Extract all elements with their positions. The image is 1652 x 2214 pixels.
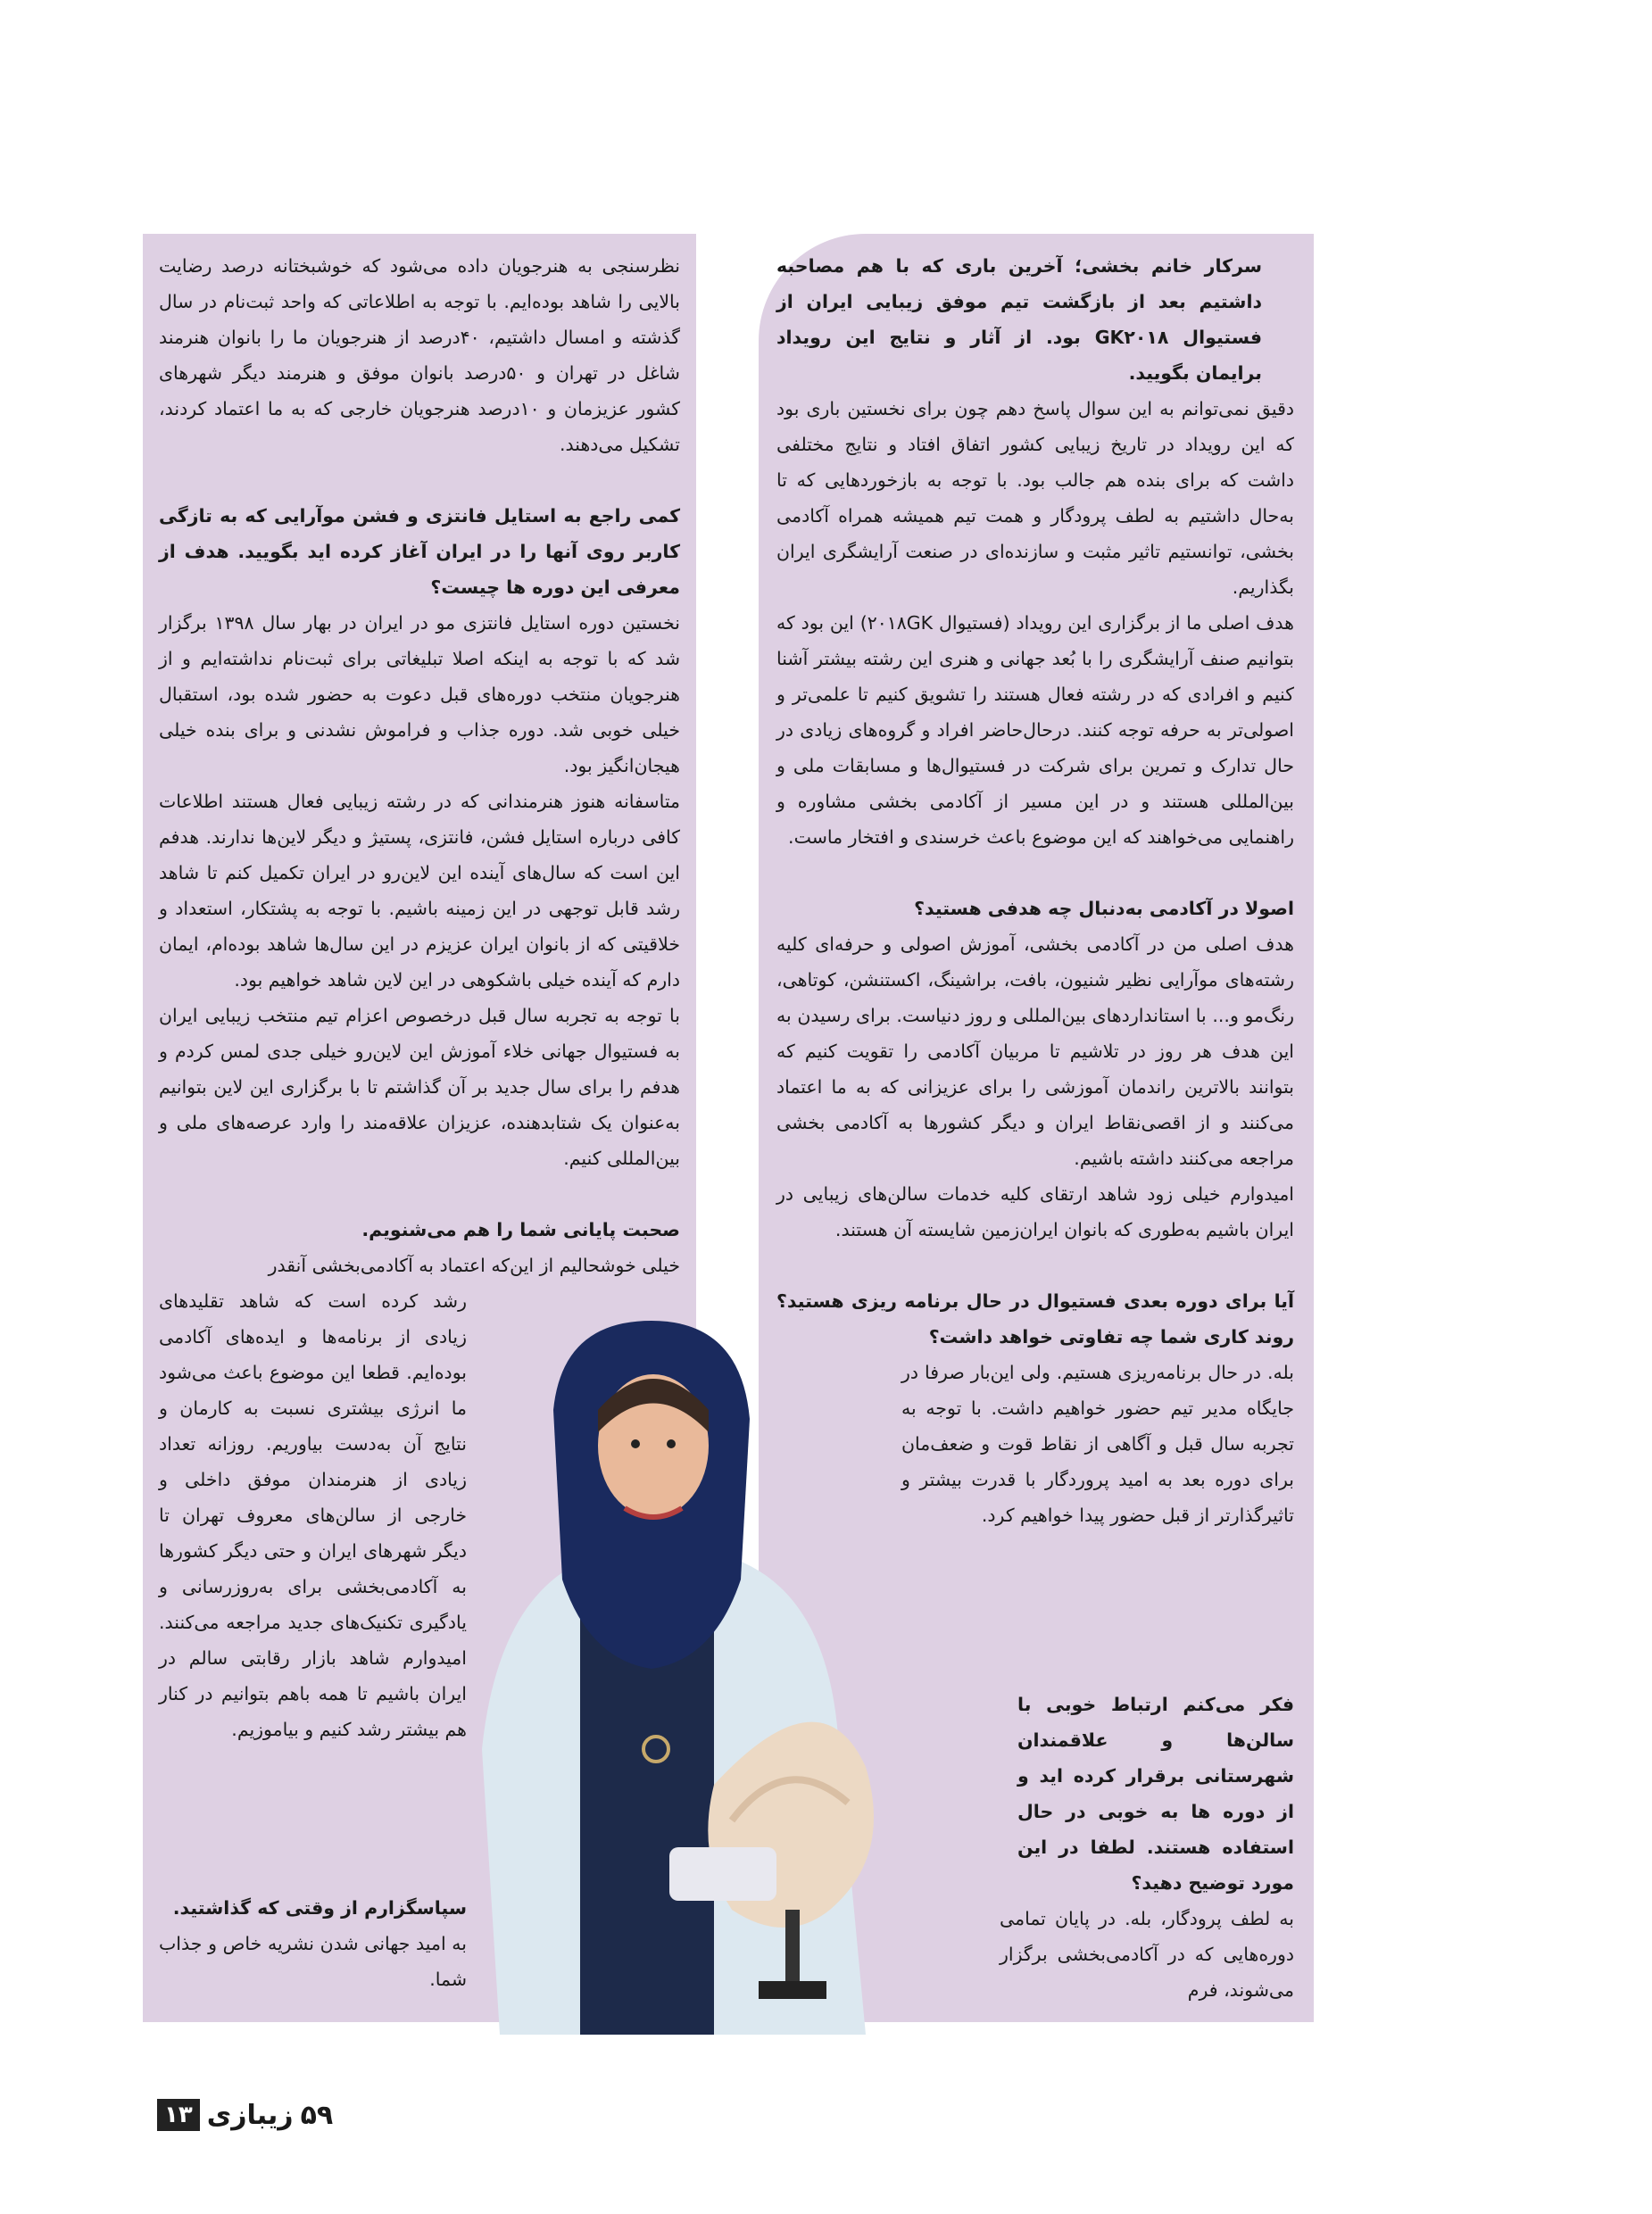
magazine-name: زیبازی: [206, 2099, 294, 2131]
answer-fantasy-2: متاسفانه هنوز هنرمندانی که در رشته زیبایی فعال هستند اطلاعات کافی درباره استایل فشن، فانتزی، پستیژ و دیگر لاین‌ها ندارند. هدفم این است که سال‌های آینده این لاین‌رو در ایران تکمیل کنم تا شاهد رشد قابل توجهی در این زمینه باشیم. با توجه به پشتکار، استعداد و خلاقیتی که از بانوان ایران عزیزم در این سال‌ها شاهد بوده‌ام، ایمان دارم که آینده خیلی باشکوهی در این لاین شاهد خواهیم بود.: [159, 791, 680, 991]
portrait-photo: [446, 1285, 892, 2035]
page-number: ۵۹: [300, 2099, 334, 2131]
left-column: [159, 248, 680, 1283]
answer-1-paragraph-1: دقیق نمی‌توانم به این سوال پاسخ دهم چون برای نخستین باری بود که این رویداد در تاریخ زیبایی کشور اتفاق افتاد و نتایج مختلفی داشت که برای بنده هم جالب بود. با توجه به بازخوردهایی که تا به‌حال داشتیم به لطف پرودگار و همت تیم همیشه همراه آکادمی بخشی، توانستیم تاثیر مثبت و سازنده‌ای در صنعت آرایشگری ایران بگذاریم.: [776, 398, 1294, 598]
question-1: سرکار خانم بخشی؛ آخرین باری که با هم مصاحبه داشتیم بعد از بازگشت تیم موفق زیبایی ایران از فستیوال GK۲۰۱۸ بود. از آثار و نتایج این رویداد برایمان بگویید.: [776, 255, 1262, 384]
question-2: اصولا در آکادمی به‌دنبال چه هدفی هستید؟: [914, 898, 1294, 919]
answer-2-paragraph-2: امیدوارم خیلی زود شاهد ارتقای کلیه خدمات سالن‌های زیبایی در ایران باشیم به‌طوری که بانوان ایران‌زمین شایسته آن هستند.: [776, 1183, 1294, 1240]
answer-2-paragraph-1: هدف اصلی من در آکادمی بخشی، آموزش اصولی و حرفه‌ای کلیه رشته‌های موآرایی نظیر شنیون، بافت، براشینگ، اکستنشن، کوتاهی، رنگ‌مو و... با استانداردهای بین‌المللی و روز دنیاست. برای رسیدن به این هدف هر روز در تلاشیم تا مربیان آکادمی را تقویت کنیم که بتوانند بالاترین راندمان آموزشی را برای عزیزانی که به ما اعتماد می‌کنند و از اقصی‌نقاط ایران و دیگر کشورها به آکادمی بخشی مراجعه می‌کنند داشته باشیم.: [776, 933, 1294, 1169]
question-4: فکر می‌کنم ارتباط خوبی با سالن‌ها و علاقمندان شهرستانی برقرار کرده اید و از دوره ها به خوبی در حال استفاده هستند. لطفا در این مورد توضیح دهید؟: [1017, 1694, 1294, 1894]
answer-fantasy-3: با توجه به تجربه سال قبل درخصوص اعزام تیم منتخب زیبایی ایران به فستیوال جهانی خلاء آموزش این لاین‌رو خیلی جدی لمس کردم و هدفم را برای سال جدید بر آن گذاشتم تا با برگزاری این لاین بتوانیم به‌عنوان یک شتابدهنده، عزیزان علاقه‌مند را وارد عرصه‌های ملی و بین‌المللی کنیم.: [159, 1005, 680, 1169]
question-fantasy: کمی راجع به استایل فانتزی و فشن موآرایی که به تازگی کاربر روی آنها را در ایران آغاز کرده اید بگویید. هدف از معرفی این دوره ها چیست؟: [159, 505, 680, 598]
question-3: آیا برای دوره بعدی فستیوال در حال برنامه ریزی هستید؟روند کاری شما چه تفاوتی خواهد داشت؟: [776, 1290, 1294, 1347]
thanks-question: سپاسگزارم از وقتی که گذاشتید.: [172, 1897, 467, 1919]
page-footer: [157, 2099, 333, 2131]
question-closing: صحبت پایانی شما را هم می‌شنویم.: [361, 1219, 680, 1240]
issue-number: ۱۳: [157, 2099, 200, 2131]
intro-paragraph: نظرسنجی به هنرجویان داده می‌شود که خوشبختانه درصد رضایت بالایی را شاهد بوده‌ایم. با توجه به اطلاعاتی که واحد ثبت‌نام در سال گذشته و امسال داشتیم، ۴۰درصد از هنرجویان ما را بانوان هنرمند شاغل در تهران و ۵۰درصد بانوان موفق و هنرمند دیگر شهرهای کشور عزیزمان و ۱۰درصد هنرجویان خارجی که به ما اعتماد کردند، تشکیل می‌دهند.: [159, 255, 680, 455]
thanks-block: [159, 1890, 467, 1997]
thanks-answer: به امید جهانی شدن نشریه خاص و جذاب شما.: [159, 1933, 467, 1990]
answer-1-paragraph-2: هدف اصلی ما از برگزاری این رویداد (فستیوال ۲۰۱۸GK) این بود که بتوانیم صنف آرایشگری را با بُعد جهانی و هنری این رشته بیشتر آشنا کنیم و افرادی که در رشته فعال هستند را تشویق کنیم تا علمی‌تر و اصولی‌تر به حرفه توجه کنند. درحال‌حاضر افراد و گروه‌های زیادی در حال تدارک و تمرین برای شرکت در فستیوال‌ها و مسابقات ملی و بین‌المللی هستند و در این مسیر از آکادمی بخشی مشاوره و راهنمایی می‌خواهند که این موضوع باعث خرسندی و افتخار ماست.: [776, 612, 1294, 848]
closing-line-1: خیلی خوشحالیم از این‌که اعتماد به آکادمی‌بخشی آنقدر: [268, 1255, 680, 1276]
answer-fantasy-1: نخستین دوره استایل فانتزی مو در ایران در بهار سال ۱۳۹۸ برگزار شد که با توجه به اینکه اصلا تبلیغاتی برای ثبت‌نام نداشته‌ایم و از هنرجویان منتخب دوره‌های قبل دعوت به حضور شده بود، استقبال خیلی خوبی شد. دوره جذاب و فراموش نشدنی و برای بنده خیلی هیجان‌انگیز بود.: [159, 612, 681, 776]
answer-4: به لطف پرودگار، بله. در پایان تمامی دوره‌هایی که در آکادمی‌بخشی برگزار می‌شوند، فرم: [1000, 1908, 1294, 2001]
answer-3: بله. در حال برنامه‌ریزی هستیم. ولی این‌بار صرفا در جایگاه مدیر تیم حضور خواهیم داشت. با توجه به تجربه سال قبل و آگاهی از نقاط قوت و ضعف‌مان برای دوره بعد به امید پروردگار با قدرت بیشتر و تاثیرگذارتر از قبل حضور پیدا خواهیم کرد.: [901, 1362, 1294, 1526]
closing-paragraph: رشد کرده است که شاهد تقلیدهای زیادی از برنامه‌ها و ایده‌های آکادمی بوده‌ایم. قطعا این موضوع باعث می‌شود ما انرژی بیشتری نسبت به کارمان و نتایج آن به‌دست بیاوریم. روزانه تعداد زیادی از هنرمندان موفق داخلی و خارجی از سالن‌های معروف تهران تا دیگر شهرهای ایران و حتی دیگر کشورها به آکادمی‌بخشی برای به‌روزرسانی و یادگیری تکنیک‌های جدید مراجعه می‌کنند. امیدوارم شاهد بازار رقابتی سالم در ایران باشیم تا همه باهم بتوانیم در کنار هم بیشتر رشد کنیم و بیاموزیم.: [159, 1290, 467, 1740]
